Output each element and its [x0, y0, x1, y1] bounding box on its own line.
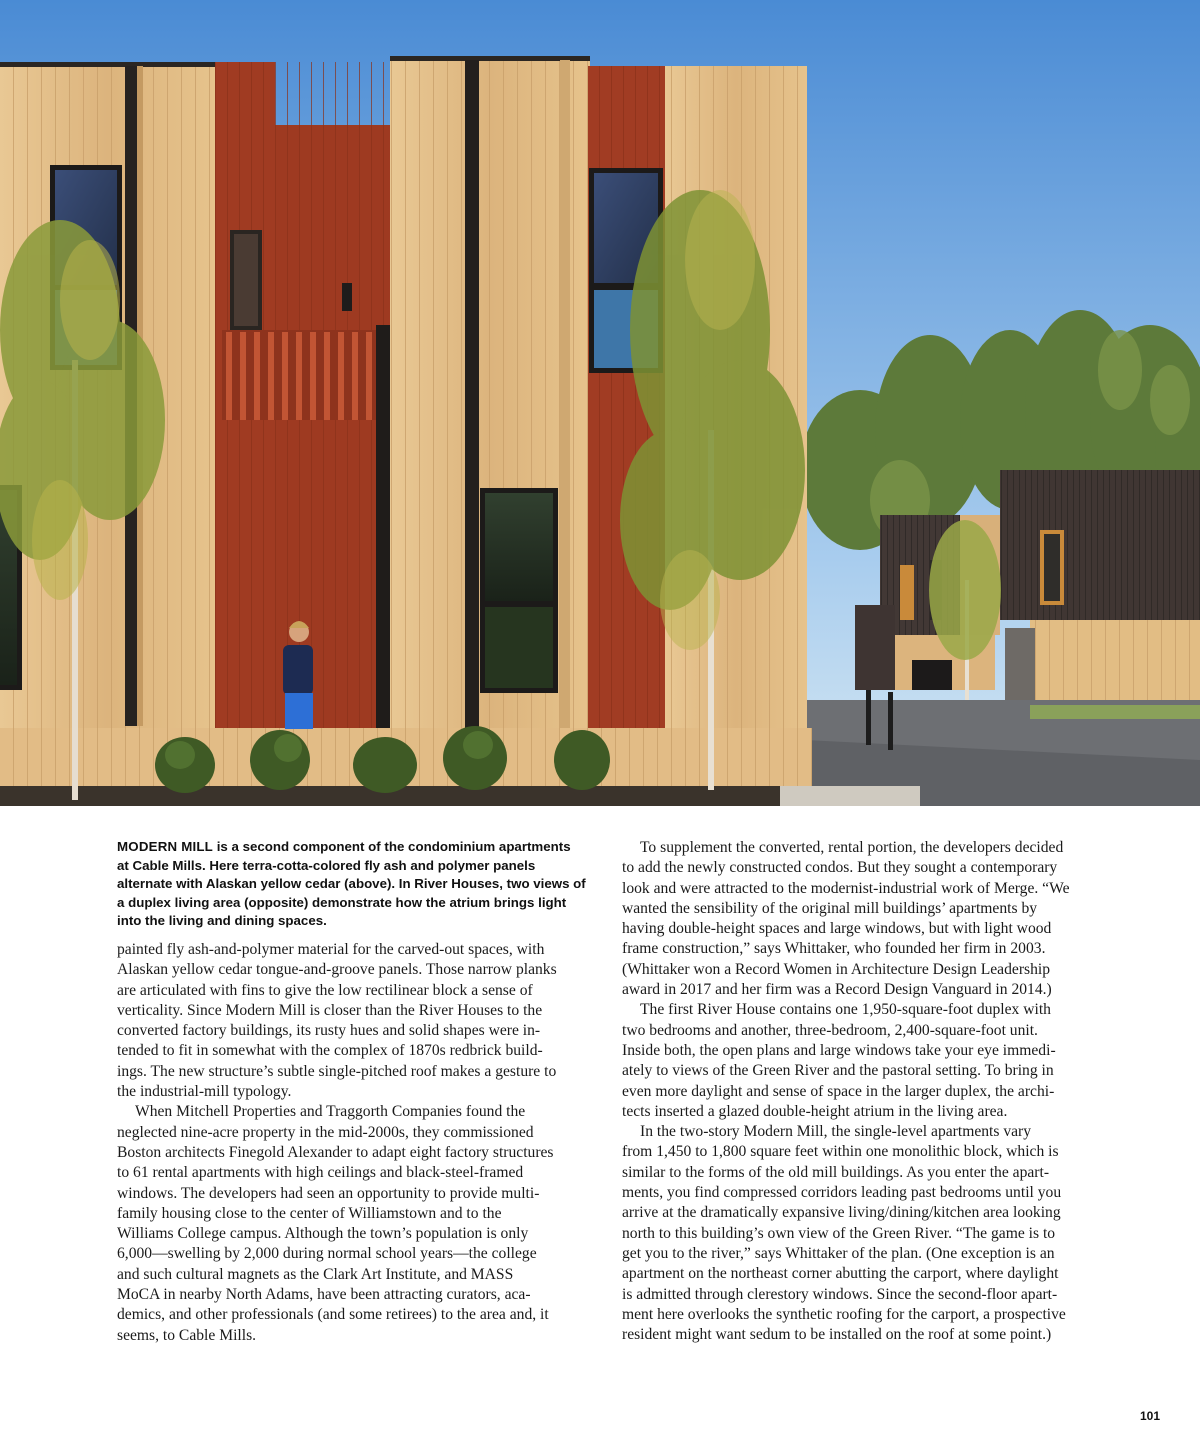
body-line: to 61 rental apartments with high ceilings and black-steel-framed: [117, 1164, 524, 1182]
body-line: and such cultural magnets as the Clark Art Institute, and MASS: [117, 1265, 514, 1283]
body-line: having double-height spaces and large windows, but with light wood: [622, 920, 1052, 938]
body-line: In the two-story Modern Mill, the single-level apartments vary: [640, 1123, 1032, 1141]
body-line: converted factory buildings, its rusty hues and solid shapes were in-: [117, 1022, 541, 1040]
body-line: verticality. Since Modern Mill is closer than the River Houses to the: [117, 1001, 543, 1019]
body-line: 6,000—swelling by 2,000 during normal school years—the college: [117, 1245, 537, 1263]
body-line: Boston architects Finegold Alexander to adapt eight factory structures: [117, 1143, 554, 1161]
body-line: seems, to Cable Mills.: [117, 1326, 257, 1344]
body-paragraph: [622, 1122, 1100, 1345]
body-line: Williams College campus. Although the town’s population is only: [117, 1225, 529, 1243]
river-house-right: [1000, 470, 1200, 700]
caption-lead: MODERN MILL: [117, 839, 214, 854]
body-line: neglected nine-acre property in the mid-2000s, they commissioned: [117, 1123, 534, 1141]
caption-line: alternate with Alaskan yellow cedar (above). In River Houses, two views of: [117, 876, 586, 892]
body-line: windows. The developers had seen an opportunity to provide multi-: [117, 1184, 540, 1202]
body-line: wanted the sensibility of the original mill buildings’ apartments by: [622, 899, 1038, 917]
caption-line: into the living and dining spaces.: [117, 913, 327, 929]
body-line: the industrial-mill typology.: [117, 1083, 292, 1101]
body-line: get you to the river,” says Whittaker of the plan. (One exception is an: [622, 1244, 1055, 1262]
body-line: apartment on the northeast corner abutting the carport, where daylight: [622, 1265, 1059, 1283]
body-column-right: [622, 838, 1100, 1345]
body-line: (Whittaker won a Record Women in Architecture Design Leadership: [622, 960, 1051, 978]
caption-line: is a second component of the condominium apartments: [213, 839, 571, 854]
body-line: two bedrooms and another, three-bedroom, 2,400-square-foot unit.: [622, 1021, 1038, 1039]
body-line: from 1,450 to 1,800 square feet within one monolithic block, which is: [622, 1143, 1059, 1161]
body-line: To supplement the converted, rental portion, the developers decided: [640, 839, 1064, 856]
body-line: frame construction,” says Whittaker, who founded her firm in 2003.: [622, 940, 1046, 958]
body-line: tended to fit in somewhat with the complex of 1870s redbrick build-: [117, 1042, 543, 1060]
body-line: When Mitchell Properties and Traggorth Companies found the: [135, 1103, 526, 1121]
body-line: Alaskan yellow cedar tongue-and-groove panels. Those narrow planks: [117, 961, 557, 979]
body-line: arrive at the dramatically expansive living/dining/kitchen area looking: [622, 1204, 1061, 1222]
caption-line: a duplex living area (opposite) demonstrate how the atrium brings light: [117, 894, 567, 910]
body-line: demics, and other professionals (and some retirees) to the area and, it: [117, 1306, 549, 1324]
body-line: are articulated with fins to give the low rectilinear block a sense of: [117, 981, 533, 999]
photo-caption: [117, 838, 602, 931]
page-number: 101: [1140, 1409, 1161, 1423]
body-line: Inside both, the open plans and large windows take your eye immedi-: [622, 1041, 1056, 1059]
body-line: north to this building’s own view of the Green River. “The game is to: [622, 1224, 1056, 1242]
body-line: MoCA in nearby North Adams, have been attracting curators, aca-: [117, 1286, 531, 1304]
body-paragraph: [117, 940, 593, 1102]
body-line: resident might want sedum to be installed on the roof at some point.): [622, 1326, 1052, 1344]
body-paragraph: [117, 1102, 593, 1346]
body-line: The first River House contains one 1,950-square-foot duplex with: [640, 1001, 1051, 1019]
body-line: to add the newly constructed condos. But they sought a contemporary: [622, 859, 1058, 877]
body-line: is admitted through clerestory windows. Since the second-floor apart-: [622, 1285, 1058, 1303]
body-line: ments, you find compressed corridors leading past bedrooms until you: [622, 1184, 1062, 1202]
body-line: ment here overlooks the synthetic roofing for the carport, a prospective: [622, 1305, 1066, 1323]
caption-line: at Cable Mills. Here terra-cotta-colored fly ash and polymer panels: [117, 857, 536, 873]
body-column-left: [117, 940, 593, 1346]
body-line: award in 2017 and her firm was a Record Design Vanguard in 2014.): [622, 981, 1052, 999]
body-line: family housing close to the center of Williamstown and to the: [117, 1204, 502, 1222]
body-line: ings. The new structure’s subtle single-pitched roof makes a gesture to: [117, 1062, 557, 1080]
body-line: ately to views of the Green River and the pastoral setting. To bring in: [622, 1062, 1054, 1080]
body-line: painted fly ash-and-polymer material for the carved-out spaces, with: [117, 941, 545, 958]
body-line: even more daylight and sense of space in the larger duplex, the archi-: [622, 1082, 1055, 1100]
body-line: look and were attracted to the modernist-industrial work of Merge. “We: [622, 879, 1070, 897]
body-paragraph: [622, 1000, 1100, 1122]
body-line: tects inserted a glazed double-height atrium in the living area.: [622, 1102, 1008, 1120]
window-lower-center: [480, 488, 558, 693]
body-paragraph: [622, 838, 1100, 1000]
body-line: similar to the forms of the old mill buildings. As you enter the apart-: [622, 1163, 1050, 1181]
